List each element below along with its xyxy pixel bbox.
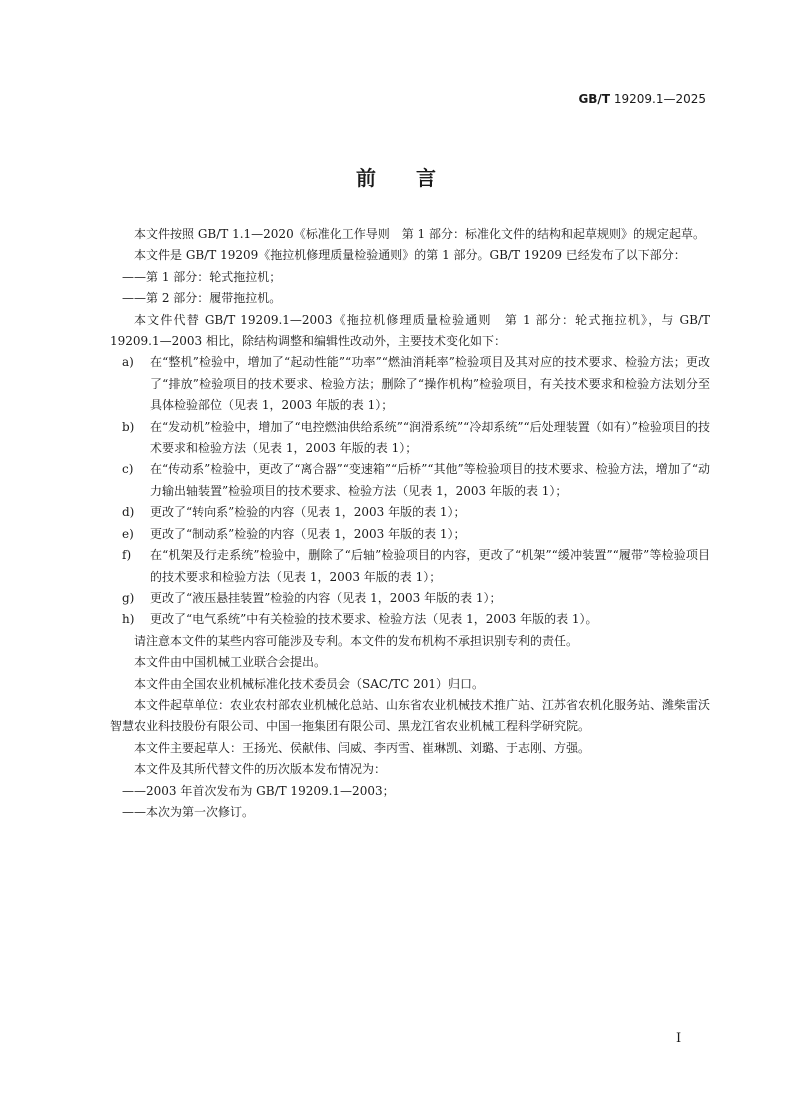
change-item-b	[110, 417, 710, 460]
list-marker: a)	[122, 355, 134, 370]
part-list-item: ——第 1 部分：轮式拖拉机；	[122, 269, 282, 284]
standard-code-header	[578, 92, 706, 106]
change-text: 在“传动系”检验中，更改了“离合器”“变速箱”“后桥”“其他”等检验项目的技术要求、检验方法，增加了“动力输出轴装置”检验项目的技术要求、检验方法（见表 1，2003 年版的表 1）；	[150, 462, 710, 498]
change-item-a	[110, 352, 710, 416]
change-text: 在“整机”检验中，增加了“起动性能”“功率”“燃油消耗率”检验项目及其对应的技术要求、检验方法；更改了“排放”检验项目的技术要求、检验方法；删除了“操作机构”检验项目，有关技术要求和检验方法划分至具体检验部位（见表 1，2003 年版的表 1）；	[150, 355, 710, 413]
page-title: 前 言	[356, 166, 436, 190]
paragraph-committee: 本文件由全国农业机械标准化技术委员会（SAC/TC 201）归口。	[134, 676, 485, 691]
change-text: 在“发动机”检验中，增加了“电控燃油供给系统”“润滑系统”“冷却系统”“后处理装置（如有）”检验项目的技术要求和检验方法（见表 1，2003 年版的表 1）；	[150, 419, 710, 456]
change-text: 更改了“电气系统”中有关检验的技术要求、检验方法（见表 1，2003 年版的表 1）。	[150, 612, 598, 627]
change-text: 在“机架及行走系统”检验中，删除了“后轴”检验项目的内容，更改了“机架”“缓冲装置”“履带”等检验项目的技术要求和检验方法（见表 1，2003 年版的表 1）；	[150, 548, 710, 584]
list-marker: h)	[122, 612, 135, 627]
change-item-h	[110, 609, 710, 630]
paragraph-replacement: 本文件代替 GB/T 19209.1—2003《拖拉机修理质量检验通则 第 1 部分：轮式拖拉机》，与 GB/T 19209.1—2003 相比，除结构调整和编辑性改动外，主要技术变化如下：	[110, 312, 710, 349]
change-text: 更改了“转向系”检验的内容（见表 1，2003 年版的表 1）；	[150, 505, 466, 520]
change-text: 更改了“制动系”检验的内容（见表 1，2003 年版的表 1）；	[150, 526, 466, 541]
part-list-item: ——第 2 部分：履带拖拉机。	[122, 291, 282, 306]
list-marker: b)	[122, 419, 135, 434]
change-item-f	[110, 545, 710, 588]
standard-prefix: GB/T	[578, 92, 611, 106]
page-number: I	[676, 1031, 682, 1046]
change-item-g	[110, 588, 710, 609]
list-marker: e)	[122, 526, 134, 541]
paragraph-drafters: 本文件主要起草人：王扬光、侯献伟、闫威、李丙雪、崔琳凯、刘璐、于志刚、方强。	[134, 740, 591, 755]
paragraph-drafting-units: 本文件起草单位：农业农村部农业机械化总站、山东省农业机械技术推广站、江苏省农机化服务站、潍柴雷沃智慧农业科技股份有限公司、中国一拖集团有限公司、黑龙江省农业机械工程科学研究院。	[110, 697, 711, 734]
change-item-e	[110, 524, 710, 545]
list-marker: d)	[122, 505, 135, 520]
history-list-item: ——本次为第一次修订。	[122, 804, 255, 819]
change-item-d	[110, 502, 710, 523]
paragraph-drafting-rules: 本文件按照 GB/T 1.1—2020《标准化工作导则 第 1 部分：标准化文件的结构和起草规则》的规定起草。	[134, 227, 705, 241]
change-text: 更改了“液压悬挂装置”检验的内容（见表 1，2003 年版的表 1）；	[150, 590, 502, 605]
list-marker: c)	[122, 462, 134, 477]
paragraph-proposer: 本文件由中国机械工业联合会提出。	[134, 655, 327, 670]
paragraph-series-intro: 本文件是 GB/T 19209《拖拉机修理质量检验通则》的第 1 部分。GB/T 19209 已经发布了以下部分：	[134, 248, 686, 263]
list-marker: f)	[122, 548, 132, 563]
standard-number: 19209.1—2025	[610, 92, 706, 106]
history-list-item: ——2003 年首次发布为 GB/T 19209.1—2003；	[122, 783, 395, 798]
foreword-body	[110, 224, 710, 823]
change-item-c	[110, 459, 710, 502]
list-marker: g)	[122, 590, 135, 605]
paragraph-patent-notice: 请注意本文件的某些内容可能涉及专利。本文件的发布机构不承担识别专利的责任。	[134, 633, 579, 648]
paragraph-history-intro: 本文件及其所代替文件的历次版本发布情况为：	[134, 762, 387, 777]
